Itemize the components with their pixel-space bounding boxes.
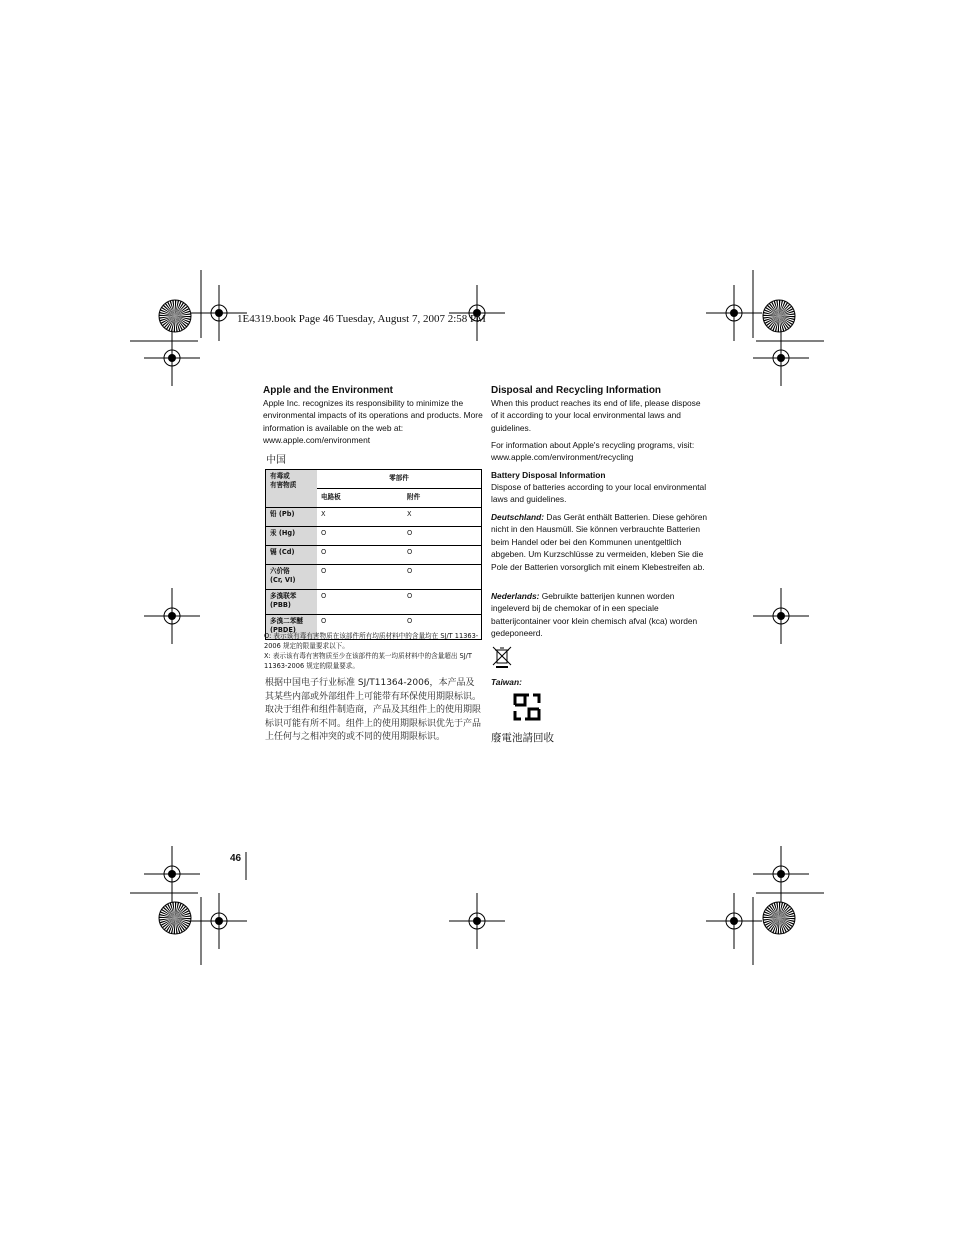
deutschland-label: Deutschland: xyxy=(491,512,545,522)
registration-mark-icon xyxy=(706,893,762,949)
registration-mark-icon xyxy=(191,893,247,949)
row-name: 六价铬 (Cr, VI) xyxy=(266,565,318,590)
cell: O xyxy=(317,546,403,565)
deutschland-text: Das Gerät enthält Batterien. Diese gehören nicht in den Hausmüll. Sie können verbrauchte Batterien beim Handel oder bei den Kommunen unentgeltlich abgeben. Um Kurzschlüsse zu vermeiden, kleben Sie die Pole der Batterien vorsorglich mit einem Klebestreifen ab. xyxy=(491,512,708,572)
registration-mark-icon xyxy=(144,846,200,902)
recycling-url: www.apple.com/environment/recycling xyxy=(491,452,634,462)
cell: O xyxy=(403,615,482,640)
cell: O xyxy=(403,590,482,615)
taiwan-caption: 廢電池請回收 xyxy=(491,732,554,744)
recycle-icon xyxy=(511,691,543,723)
cell: O xyxy=(403,546,482,565)
environment-url: www.apple.com/environment xyxy=(263,435,371,445)
col-header-board: 电路板 xyxy=(317,489,403,508)
star-target-icon xyxy=(159,300,191,332)
cell: O xyxy=(403,565,482,590)
corner-line-1: 有毒或 xyxy=(270,472,290,480)
table-row xyxy=(266,546,482,565)
star-target-icon xyxy=(159,902,191,934)
cell: O xyxy=(317,527,403,546)
row-name: 汞 (Hg) xyxy=(266,527,318,546)
cell: O xyxy=(317,590,403,615)
table-row xyxy=(266,565,482,590)
nederlands-paragraph xyxy=(491,590,709,640)
registration-mark-icon xyxy=(753,846,809,902)
registration-mark-icon xyxy=(144,330,200,386)
star-target-icon xyxy=(763,902,795,934)
deutschland-paragraph xyxy=(491,511,709,573)
cell: X xyxy=(403,508,482,527)
row-name: 多溴联苯 (PBB) xyxy=(266,590,318,615)
table-row xyxy=(266,527,482,546)
section-title-environment: Apple and the Environment xyxy=(263,385,394,396)
battery-paragraph: Dispose of batteries according to your local environmental laws and guidelines. xyxy=(491,482,707,505)
table-corner-header xyxy=(266,470,318,508)
note-o: O: 表示该有毒有害物质在该部件所有均质材料中的含量均在 SJ/T 11363-2006 规定的限量要求以下。 xyxy=(264,632,479,650)
table-row xyxy=(266,508,482,527)
cell: O xyxy=(317,565,403,590)
registration-mark-icon xyxy=(449,893,505,949)
recycling-paragraph: For information about Apple's recycling programs, visit: xyxy=(491,440,695,450)
cell: O xyxy=(403,527,482,546)
nederlands-text: Gebruikte batterijen kunnen worden ingeleverd bij de chemokar of in een speciale batterijcontainer voor klein chemisch afval (kca) worden gedeponeerd. xyxy=(491,591,698,639)
crossed-bin-icon xyxy=(491,645,513,669)
table-row xyxy=(266,590,482,615)
china-label: 中国 xyxy=(266,455,286,466)
page-number: 46 xyxy=(230,853,242,864)
star-target-icon xyxy=(763,300,795,332)
row-name: 镉 (Cd) xyxy=(266,546,318,565)
china-paragraph: 根据中国电子行业标准 SJ/T11364-2006，本产品及其某些内部或外部组件上可能带有环保使用期限标识。取决于组件和组件制造商，产品及其组件上的使用期限标识可能有所不同。组件上的使用期限标识优先于产品上任何与之相冲突的或不同的使用期限标识。 xyxy=(265,678,482,742)
print-header: 1E4319.book Page 46 Tuesday, August 7, 2007 2:58 PM xyxy=(237,313,486,325)
col-header-accessory: 附件 xyxy=(403,489,482,508)
registration-mark-icon xyxy=(706,285,762,341)
environment-paragraph: Apple Inc. recognizes its responsibility to minimize the environmental impacts of its operations and products. More information is available on the web at: xyxy=(263,398,483,433)
cell: O xyxy=(317,615,403,640)
section-title-disposal: Disposal and Recycling Information xyxy=(491,385,662,396)
registration-mark-icon xyxy=(753,330,809,386)
row-name: 多溴二苯醚 (PBDE) xyxy=(266,615,318,640)
registration-mark-icon xyxy=(753,588,809,644)
nederlands-label: Nederlands: xyxy=(491,591,540,601)
substance-table xyxy=(265,469,482,640)
battery-title: Battery Disposal Information xyxy=(491,470,606,480)
disposal-paragraph: When this product reaches its end of life, please dispose of it according to your local environmental laws and guidelines. xyxy=(491,398,701,433)
registration-mark-icon xyxy=(144,588,200,644)
taiwan-label: Taiwan: xyxy=(491,677,522,687)
row-name: 铅 (Pb) xyxy=(266,508,318,527)
group-header: 零部件 xyxy=(317,470,482,489)
note-x: X: 表示该有毒有害物质至少在该部件的某一均质材料中的含量超出 SJ/T 11363-2006 规定的限量要求。 xyxy=(264,652,472,670)
corner-line-2: 有害物质 xyxy=(270,481,297,489)
cell: X xyxy=(317,508,403,527)
